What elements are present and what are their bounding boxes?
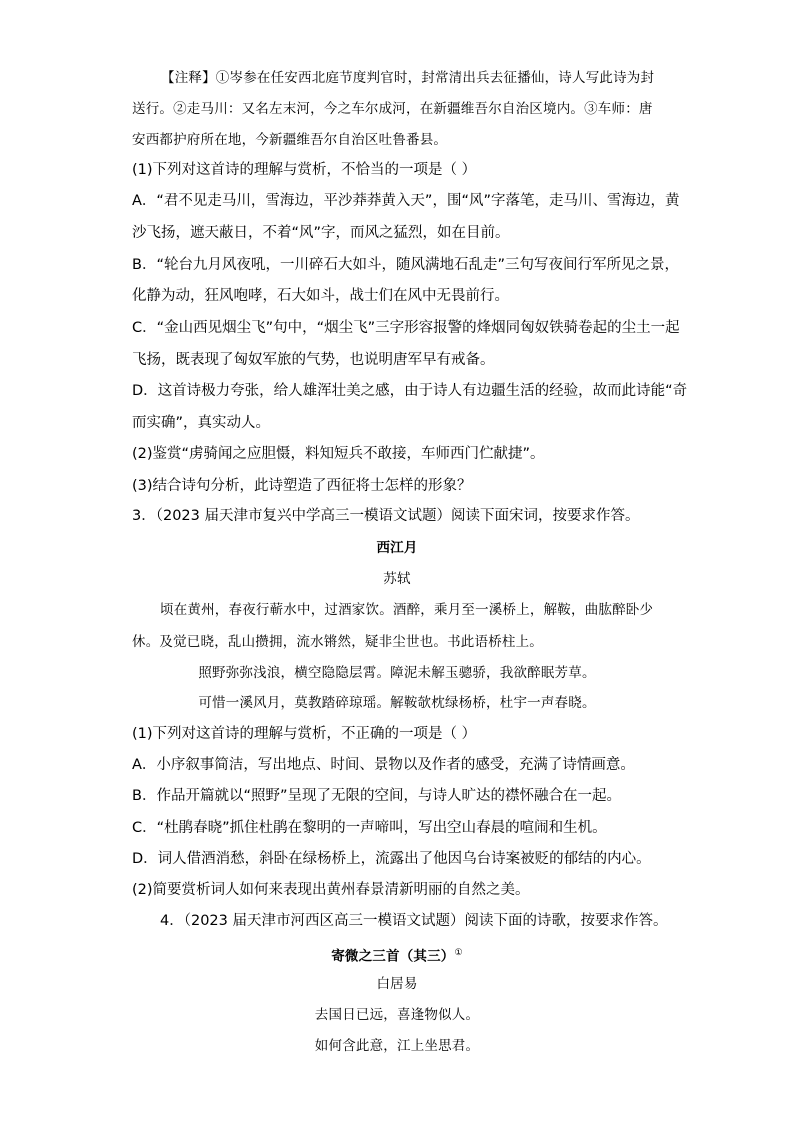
q2-option-b-line-1: B．“轮台九月风夜吼，一川碎石大如斗，随风满地石乱走”三句写夜间行军所见之景， (132, 257, 679, 273)
q4-verse-2: 如何含此意，江上坐思君。 (314, 1038, 480, 1054)
q2-option-c-line-1: C．“金山西见烟尘飞”句中，“烟尘飞”三字形容报警的烽烟同匈奴铁骑卷起的尘土一起 (132, 320, 680, 336)
q3-poem-title: 西江月 (376, 540, 418, 556)
q2-option-d-line-2: 而实确”，真实动人。 (132, 415, 271, 431)
q4-title-footnote-mark: ① (454, 948, 463, 958)
q4-header: 4．（2023 届天津市河西区高三一模语文试题）阅读下面的诗歌，按要求作答。 (160, 913, 668, 929)
q3-header: 3．（2023 届天津市复兴中学高三一模语文试题）阅读下面宋词，按要求作答。 (132, 508, 640, 524)
note-line-3: 安西都护府所在地，今新疆维吾尔自治区吐鲁番县。 (132, 132, 448, 148)
q4-poem-author: 白居易 (376, 976, 418, 992)
q3-option-c: C．“杜鹃春晓”抓住杜鹃在黎明的一声啼叫，写出空山春晨的喧闹和生机。 (132, 820, 607, 836)
q2-option-a-line-1: A．“君不见走马川，雪海边，平沙莽莽黄入天”，围“风”字落笔，走马川、雪海边，黄 (132, 193, 680, 209)
q4-poem-title (0, 943, 794, 967)
note-line-1: 【注释】①岑参在任安西北庭节度判官时，封常清出兵去征播仙，诗人写此诗为封 (161, 70, 655, 86)
q3-poem-author: 苏轼 (383, 571, 411, 587)
note-line-2: 送行。②走马川：又名左末河，今之车尔成河，在新疆维吾尔自治区境内。③车师：唐 (132, 101, 653, 117)
q3-option-a: A．小序叙事简洁，写出地点、时间、景物以及作者的感受，充满了诗情画意。 (132, 757, 635, 773)
q2-option-d-line-1: D．这首诗极力夸张，给人雄浑壮美之感，由于诗人有边疆生活的经验，故而此诗能“奇 (132, 383, 688, 399)
q3-option-b: B．作品开篇就以“照野”呈现了无限的空间，与诗人旷达的襟怀融合在一起。 (132, 788, 621, 804)
q3-option-d: D．词人借酒消愁，斜卧在绿杨桥上，流露出了他因乌台诗案被贬的郁结的内心。 (132, 851, 651, 867)
q4-verse-1: 去国日已远，喜逢物似人。 (314, 1007, 480, 1023)
q2-option-c-line-2: 飞扬，既表现了匈奴军旅的气势，也说明唐军早有戒备。 (132, 352, 495, 368)
q3-subquestion-2: (2)简要赏析词人如何来表现出黄州春景清新明丽的自然之美。 (132, 882, 530, 898)
q2-option-b-line-2: 化静为动，狂风咆哮，石大如斗，战士们在风中无畏前行。 (132, 288, 509, 304)
q3-verse-1: 照野弥弥浅浪，横空隐隐层霄。障泥未解玉骢骄，我欲醉眠芳草。 (198, 665, 596, 681)
q2-subquestion-3: (3)结合诗句分析，此诗塑造了西征将士怎样的形象？ (132, 478, 472, 494)
q2-option-a-line-2: 沙飞扬，遮天蔽日，不着“风”字，而风之猛烈，如在目前。 (132, 225, 510, 241)
q3-subquestion-1: (1)下列对这首诗的理解与赏析，不正确的一项是（ ） (132, 726, 477, 742)
q2-subquestion-1: (1)下列对这首诗的理解与赏析，不恰当的一项是（ ） (132, 162, 477, 178)
q2-subquestion-2: (2)鉴赏“虏骑闻之应胆慑，料知短兵不敢接，车师西门伫献捷”。 (132, 446, 545, 462)
q3-preface-line-1: 顷在黄州，春夜行蕲水中，过酒家饮。酒醉，乘月至一溪桥上，解鞍，曲肱醉卧少 (160, 602, 654, 618)
q3-verse-2: 可惜一溪风月，莫教踏碎琼瑶。解鞍欹枕绿杨桥，杜宇一声春晓。 (198, 695, 596, 711)
q3-preface-line-2: 休。及觉已晓，乱山攒拥，流水锵然，疑非尘世也。书此语桥柱上。 (132, 634, 543, 650)
q4-poem-title-text: 寄微之三首（其三） (331, 948, 455, 965)
